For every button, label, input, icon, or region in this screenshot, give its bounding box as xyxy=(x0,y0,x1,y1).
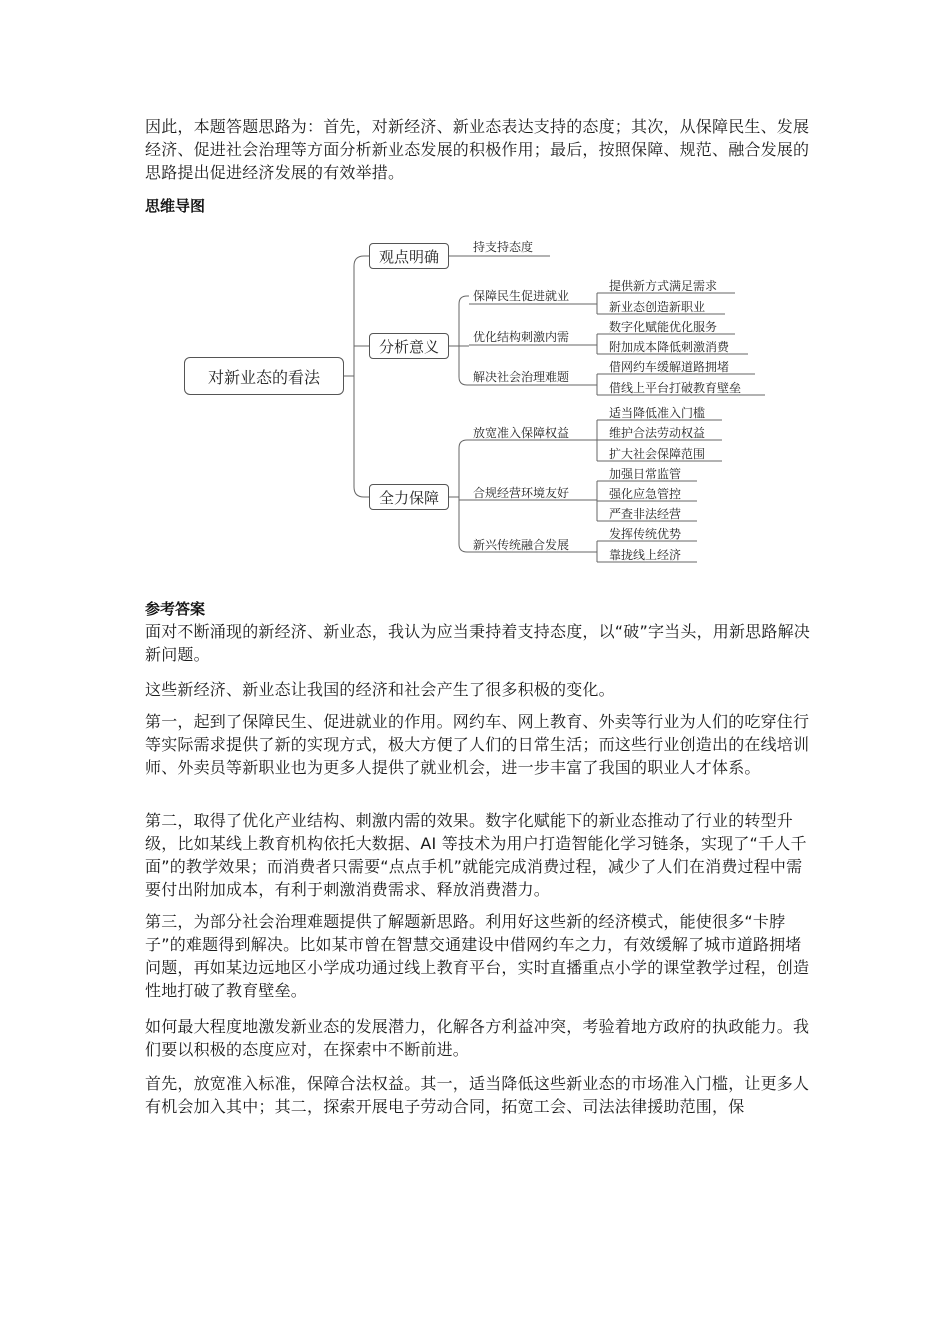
mindmap-leaf: 发挥传统优势 xyxy=(609,527,682,541)
answer-paragraph: 面对不断涌现的新经济、新业态，我认为应当秉持着支持态度，以“破”字当头，用新思路解决新问题。 xyxy=(145,622,810,664)
mindmap-leaf: 借线上平台打破教育壁垒 xyxy=(609,381,742,395)
mindmap-subnode: 持支持态度 xyxy=(473,240,534,254)
mindmap-root-node: 对新业态的看法 xyxy=(184,357,344,395)
mindmap-leaf: 加强日常监管 xyxy=(609,467,682,481)
answer-paragraph: 首先，放宽准入标准，保障合法权益。其一，适当降低这些新业态的市场准入门槛，让更多人有机会加入其中；其二，探索开展电子劳动合同，拓宽工会、司法法律援助范围，保 xyxy=(145,1074,810,1116)
mindmap-subnode: 合规经营环境友好 xyxy=(473,486,570,500)
mindmap-subnode: 优化结构刺激内需 xyxy=(473,330,570,344)
answer-paragraph: 第一，起到了保障民生、促进就业的作用。网约车、网上教育、外卖等行业为人们的吃穿住行等实际需求提供了新的实现方式，极大方便了人们的日常生活；而这些行业创造出的在线培训师、外卖员等新职业也为更多人提供了就业机会，进一步丰富了我国的职业人才体系。 xyxy=(145,712,810,777)
answer-paragraph: 如何最大程度地激发新业态的发展潜力，化解各方利益冲突，考验着地方政府的执政能力。我们要以积极的态度应对，在探索中不断前进。 xyxy=(145,1017,810,1059)
mindmap-subnode: 新兴传统融合发展 xyxy=(473,538,570,552)
mindmap-leaf: 提供新方式满足需求 xyxy=(609,279,718,293)
answer-heading: 参考答案 xyxy=(145,600,206,618)
mindmap-leaf: 扩大社会保障范围 xyxy=(609,447,706,461)
intro-paragraph: 因此，本题答题思路为：首先，对新经济、新业态表达支持的态度；其次，从保障民生、发展经济、促进社会治理等方面分析新业态发展的积极作用；最后，按照保障、规范、融合发展的思路提出促进经济发展的有效举措。 xyxy=(145,117,810,182)
mindmap-heading: 思维导图 xyxy=(145,197,206,215)
mindmap-leaf: 附加成本降低刺激消费 xyxy=(609,340,730,354)
mindmap-branch-safeguard: 全力保障 xyxy=(369,484,449,510)
mindmap-leaf: 靠拢线上经济 xyxy=(609,548,682,562)
mindmap-subnode: 保障民生促进就业 xyxy=(473,289,570,303)
mindmap-leaf: 强化应急管控 xyxy=(609,487,682,501)
mindmap-branch-significance: 分析意义 xyxy=(369,333,449,359)
mindmap-leaf: 严查非法经营 xyxy=(609,507,682,521)
mindmap-branch-viewpoint: 观点明确 xyxy=(369,243,449,269)
mindmap-leaf: 维护合法劳动权益 xyxy=(609,426,706,440)
mindmap-leaf: 新业态创造新职业 xyxy=(609,300,706,314)
answer-paragraph: 第三，为部分社会治理难题提供了解题新思路。利用好这些新的经济模式，能使很多“卡脖子”的难题得到解决。比如某市曾在智慧交通建设中借网约车之力，有效缓解了城市道路拥堵问题，再如某边远地区小学成功通过线上教育平台，实时直播重点小学的课堂教学过程，创造性地打破了教育壁垒。 xyxy=(145,912,810,1000)
mindmap-subnode: 放宽准入保障权益 xyxy=(473,426,570,440)
mindmap-leaf: 数字化赋能优化服务 xyxy=(609,320,718,334)
mindmap-leaf: 适当降低准入门槛 xyxy=(609,406,706,420)
answer-paragraph: 第二，取得了优化产业结构、刺激内需的效果。数字化赋能下的新业态推动了行业的转型升级，比如某线上教育机构依托大数据、AI 等技术为用户打造智能化学习链条，实现了“千人千面”的教学效果；而消费者只需要“点点手机”就能完成消费过程，减少了人们在消费过程中需要付出附加成本，有利于刺激消费需求、释放消费潜力。 xyxy=(145,811,807,899)
mindmap-leaf: 借网约车缓解道路拥堵 xyxy=(609,360,730,374)
answer-paragraph: 这些新经济、新业态让我国的经济和社会产生了很多积极的变化。 xyxy=(145,680,615,699)
mindmap-subnode: 解决社会治理难题 xyxy=(473,370,570,384)
